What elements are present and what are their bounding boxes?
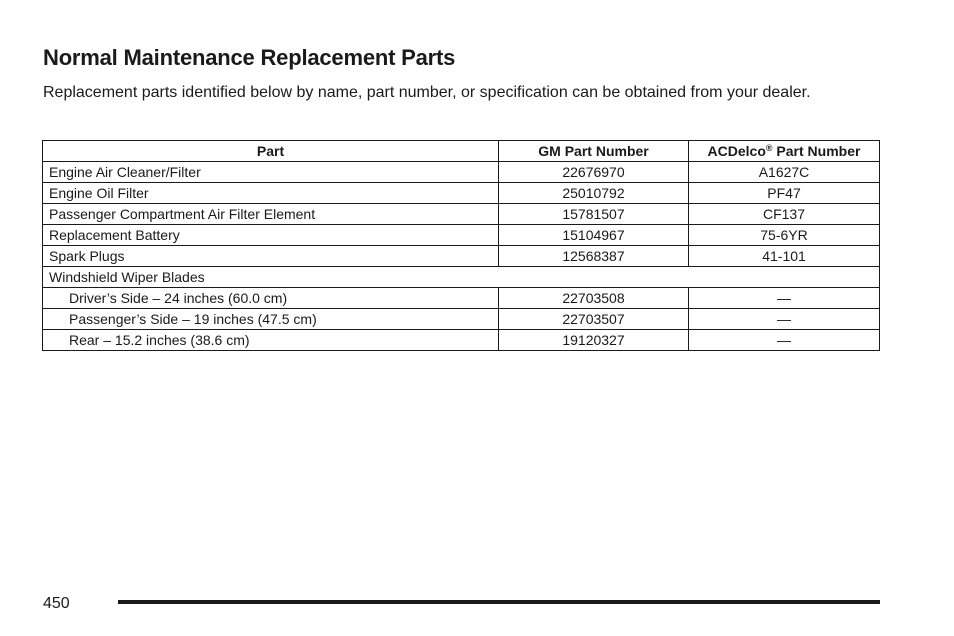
acdelco-part-number: CF137 <box>689 204 880 225</box>
header-gm-part-number: GM Part Number <box>499 141 689 162</box>
header-acdelco-part-number <box>689 141 880 162</box>
part-name: Spark Plugs <box>43 246 499 267</box>
acdelco-part-number: 75-6YR <box>689 225 880 246</box>
registered-mark: ® <box>765 142 773 153</box>
gm-part-number: 15781507 <box>499 204 689 225</box>
part-group-name: Windshield Wiper Blades <box>43 267 880 288</box>
part-name: Rear – 15.2 inches (38.6 cm) <box>43 330 499 351</box>
page-number: 450 <box>43 595 70 612</box>
table-row <box>43 162 880 183</box>
header-acdelco-suffix: Part Number <box>772 142 861 159</box>
table-row <box>43 225 880 246</box>
header-acdelco-brand: ACDelco <box>707 142 766 159</box>
acdelco-part-number: A1627C <box>689 162 880 183</box>
acdelco-part-number: — <box>689 330 880 351</box>
table-row <box>43 309 880 330</box>
part-name: Replacement Battery <box>43 225 499 246</box>
intro-paragraph: Replacement parts identified below by name, part number, or specification can be obtained from your dealer. <box>43 84 811 101</box>
gm-part-number: 22703508 <box>499 288 689 309</box>
gm-part-number: 15104967 <box>499 225 689 246</box>
parts-table <box>42 140 880 351</box>
gm-part-number: 19120327 <box>499 330 689 351</box>
gm-part-number: 25010792 <box>499 183 689 204</box>
table-row <box>43 183 880 204</box>
acdelco-part-number: 41-101 <box>689 246 880 267</box>
header-part: Part <box>43 141 499 162</box>
table-header-row <box>43 141 880 162</box>
table-group-row <box>43 267 880 288</box>
part-name: Passenger Compartment Air Filter Element <box>43 204 499 225</box>
acdelco-part-number: — <box>689 309 880 330</box>
table-row <box>43 330 880 351</box>
table-row <box>43 246 880 267</box>
gm-part-number: 12568387 <box>499 246 689 267</box>
table-row <box>43 204 880 225</box>
gm-part-number: 22703507 <box>499 309 689 330</box>
page-title: Normal Maintenance Replacement Parts <box>43 45 456 70</box>
part-name: Driver’s Side – 24 inches (60.0 cm) <box>43 288 499 309</box>
gm-part-number: 22676970 <box>499 162 689 183</box>
part-name: Engine Oil Filter <box>43 183 499 204</box>
footer-rule <box>118 600 880 604</box>
part-name: Passenger’s Side – 19 inches (47.5 cm) <box>43 309 499 330</box>
acdelco-part-number: PF47 <box>689 183 880 204</box>
part-name: Engine Air Cleaner/Filter <box>43 162 499 183</box>
acdelco-part-number: — <box>689 288 880 309</box>
table-row <box>43 288 880 309</box>
